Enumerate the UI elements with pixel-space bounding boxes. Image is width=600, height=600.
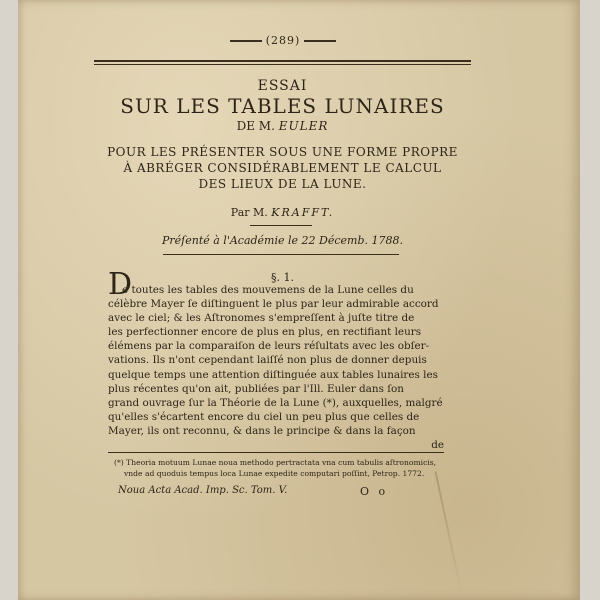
title-separator (250, 225, 312, 226)
subtitle (94, 144, 471, 192)
body-paragraph (108, 283, 444, 452)
body-line: quelque temps une attention diſtinguée aux tables lunaires les (108, 368, 438, 381)
author-prefix: Par M. (230, 206, 268, 219)
body-line: e toutes les tables des mouvemens de la Lune celles du (122, 284, 414, 296)
title-author-line (94, 119, 471, 133)
paper-crease (435, 471, 464, 599)
body-line: grand ouvrage ſur la Théorie de la Lune (*), auxquelles, malgré (108, 396, 443, 409)
signature-mark: O o (360, 485, 389, 498)
title-euler: EULER (278, 119, 329, 133)
page-number-text: (289) (265, 34, 301, 47)
subtitle-line: À ABRÉGER CONSIDÉRABLEMENT LE CALCUL (123, 161, 442, 175)
drop-cap: D (108, 267, 133, 302)
subtitle-line: POUR LES PRÉSENTER SOUS UNE FORME PROPRE (107, 145, 458, 159)
header-rule-thin (94, 64, 471, 65)
body-line: vations. Ils n'ont cependant laiſſé non plus de donner depuis (108, 354, 427, 367)
body-line: avec le ciel; & les Aſtronomes s'empreſſent à juſte titre de (108, 312, 415, 325)
footnote-rule (108, 452, 444, 453)
author-line (94, 206, 471, 219)
author-name: KRAFFT. (271, 206, 335, 219)
body-line: célèbre Mayer ſe diſtinguent le plus par leur admirable accord (108, 298, 439, 311)
title-main: SUR LES TABLES LUNAIRES (120, 94, 445, 118)
presentation-rule (163, 254, 399, 255)
subtitle-line: DES LIEUX DE LA LUNE. (198, 177, 367, 191)
page-number-rule-left (230, 40, 262, 42)
title-de-m: DE M. (236, 119, 275, 133)
body-catchword: de (431, 439, 444, 452)
body-line: plus récentes qu'on ait, publiées par l'Ill. Euler dans ſon (108, 382, 405, 395)
header-rule-thick (94, 60, 471, 62)
section-heading: §. 1. (271, 271, 294, 284)
title-essai: ESSAI (257, 78, 308, 94)
page-number (208, 34, 358, 47)
footnote-line: (*) Theoria motuum Lunae noua methodo pertractata vna cum tabulis aſtronomicis, (114, 458, 437, 467)
body-line: qu'elles s'écartent encore du ciel un peu plus que celles de (108, 410, 420, 423)
document-page (18, 0, 580, 600)
body-line: élémens par la comparaiſon de leurs réſultats avec les obſer- (108, 340, 430, 353)
page-number-rule-right (304, 40, 336, 42)
footnote-line: vnde ad quoduis tempus loca Lunae expedite computari poſſint, Petrop. 1772. (124, 469, 425, 478)
body-line: Mayer, ils ont reconnu, & dans le principe & dans la façon (108, 424, 416, 437)
footnote (114, 457, 444, 479)
presentation-note: Préſenté à l'Académie le 22 Décemb. 1788. (161, 234, 403, 247)
signature-line (118, 485, 448, 496)
signature-text: Noua Acta Acad. Imp. Sc. Tom. V. (118, 485, 288, 496)
body-line: les perfectionner encore de plus en plus, en rectifiant leurs (108, 326, 422, 339)
